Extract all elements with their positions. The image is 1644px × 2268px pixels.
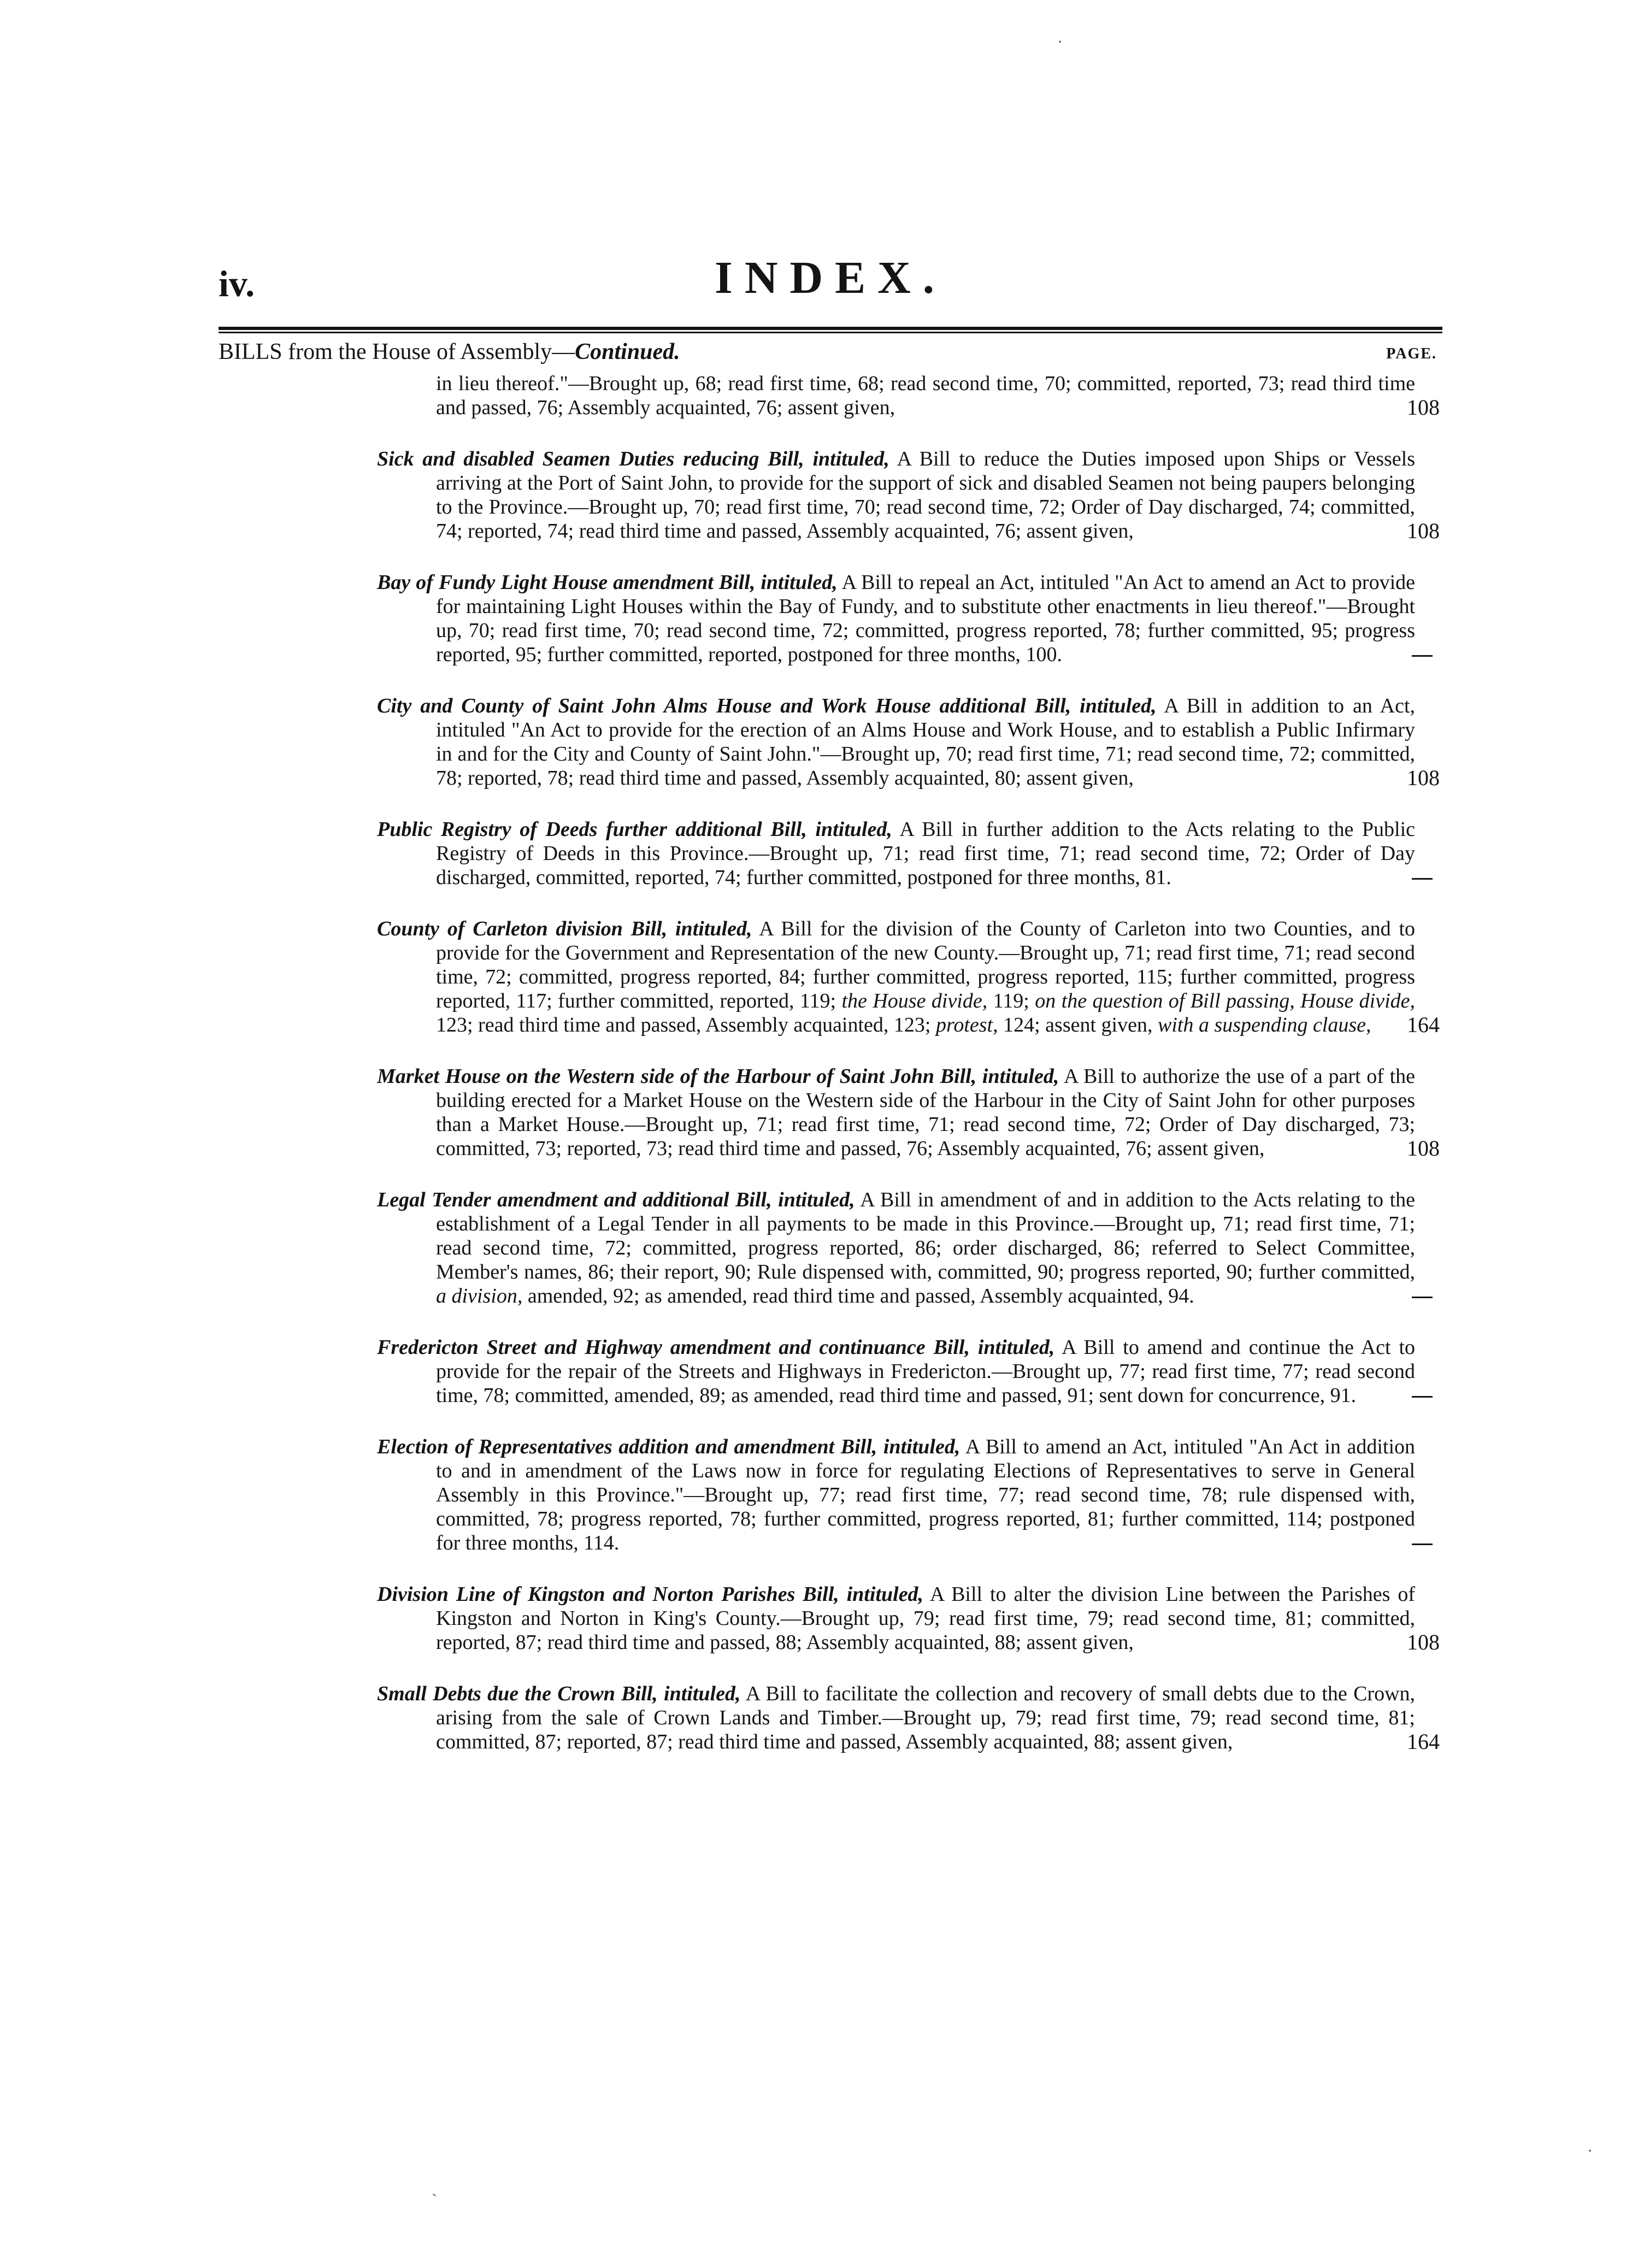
section-heading-text: BILLS from the House of Assembly— bbox=[219, 339, 575, 364]
index-entry bbox=[377, 1582, 1442, 1654]
entry-italic: protest, bbox=[935, 1014, 998, 1036]
entry-description: A Bill to amend and continue the Act to provide for the repair of the Streets and Highways in Fredericton.—Brought up, 77; read first time, 77; read second time, 78; committed, amended, 89; as amended, read third time and passed, 91; sent down for concurrence, 91. bbox=[436, 1336, 1416, 1407]
entry-description: A Bill to authorize the use of a part of the building erected for a Market House on the Western side of the Harbour in the City of Saint John for other purposes than a Market House.—Brought up, 71; read first time, 71; read second time, 72; Order of Day discharged, 73; committed, 73; reported, 73; read third time and passed, 76; Assembly acquainted, 76; assent given, bbox=[436, 1065, 1416, 1160]
entry-description: A Bill to reduce the Duties imposed upon Ships or Vessels arriving at the Port of Saint John, to provide for the support of sick and disabled Seamen not being paupers belonging to the Province.—Brought up, 70; read first time, 70; read second time, 72; Order of Day discharged, 74; committed, 74; reported, 74; read third time and passed, Assembly acquainted, 76; assent given, bbox=[436, 447, 1415, 543]
entry-italic: with a suspending clause, bbox=[1157, 1014, 1371, 1036]
index-entry bbox=[377, 1682, 1442, 1754]
page-column-label: PAGE. bbox=[1386, 345, 1437, 362]
entry-description: 119; bbox=[993, 989, 1029, 1012]
header-rule bbox=[219, 327, 1442, 333]
entry-description: A Bill to repeal an Act, intituled "An Act to amend an Act to provide for maintaining Light Houses within the Bay of Fundy, and to substitute other enactments in lieu thereof."—Brought up, 70; read first time, 70; read second time, 72; committed, progress reported, 78; further committed, 95; progress reported, 95; further committed, reported, postponed for three months, 100. bbox=[436, 571, 1416, 666]
entry-title: Public Registry of Deeds further additional Bill, intituled, bbox=[377, 818, 892, 841]
entry-description: A Bill to facilitate the collection and recovery of small debts due to the Crown, arising from the sale of Crown Lands and Timber.—Brought up, 79; read first time, 79; read second time, 81; committed, 87; reported, 87; read third time and passed, Assembly acquainted, 88; assent given, bbox=[436, 1682, 1416, 1753]
entry-description: A Bill in further addition to the Acts relating to the Public Registry of Deeds in this Province.—Brought up, 71; read first time, 71; read second time, 72; Order of Day discharged, committed, reported, 74; further committed, postponed for three months, 81. bbox=[436, 818, 1415, 889]
index-entry bbox=[377, 694, 1442, 790]
entry-italic: the House divide, bbox=[841, 989, 988, 1012]
entry-text bbox=[377, 694, 1415, 790]
entry-page: 108 bbox=[1407, 519, 1440, 543]
no-page-dash bbox=[1412, 1396, 1433, 1398]
page-title: INDEX. bbox=[715, 252, 946, 303]
index-entry bbox=[377, 817, 1442, 889]
entry-text bbox=[377, 447, 1415, 543]
paper-speck: · bbox=[1587, 2142, 1593, 2160]
entry-text bbox=[377, 1335, 1415, 1407]
entry-italic: on the question of Bill passing, House divide, bbox=[1035, 989, 1416, 1012]
entry-text bbox=[377, 817, 1415, 889]
entry-page: 108 bbox=[1407, 765, 1440, 790]
paper-speck: ` bbox=[432, 2191, 437, 2209]
entry-description: 123; read third time and passed, Assembly acquainted, 123; bbox=[436, 1014, 931, 1036]
entry-page: 108 bbox=[1407, 395, 1440, 420]
index-entry bbox=[377, 917, 1442, 1037]
entry-page: 164 bbox=[1407, 1729, 1440, 1754]
entry-italic: a division, bbox=[436, 1285, 523, 1307]
entry-text bbox=[377, 1435, 1415, 1555]
entry-description: A Bill in addition to an Act, intituled "An Act to provide for the erection of an Alms House and Work House, and to establish a Public Infirmary in and for the City and County of Saint John."—Brought up, 70; read first time, 71; read second time, 72; committed, 78; reported, 78; read third time and passed, Assembly acquainted, 80; assent given, bbox=[436, 694, 1416, 790]
entry-description: A Bill in amendment of and in addition to the Acts relating to the establishment of a Legal Tender in all payments to be made in this Province.—Brought up, 71; read first time, 71; read second time, 72; committed, progress reported, 86; order discharged, 86; referred to Select Committee, Member's names, 86; their report, 90; Rule dispensed with, committed, 90; progress reported, 90; further committed, bbox=[436, 1188, 1416, 1283]
index-entry bbox=[377, 372, 1442, 420]
entry-title: Division Line of Kingston and Norton Parishes Bill, intituled, bbox=[377, 1583, 924, 1606]
index-entry bbox=[377, 570, 1442, 667]
section-continued: Continued. bbox=[575, 339, 680, 364]
entry-text bbox=[377, 1682, 1415, 1754]
index-entry bbox=[377, 1435, 1442, 1555]
index-entry bbox=[377, 1335, 1442, 1407]
page-number: iv. bbox=[219, 263, 255, 304]
no-page-dash bbox=[1412, 655, 1433, 657]
index-entries bbox=[377, 372, 1442, 1781]
entry-description: A Bill to amend an Act, intituled "An Act in addition to and in amendment of the Laws now in force for regulating Elections of Representatives to serve in General Assembly in this Province."—Brought up, 77; read first time, 77; read second time, 78; rule dispensed with, committed, 78; progress reported, 78; further committed, progress reported, 81; further committed, 114; postponed for three months, 114. bbox=[436, 1435, 1415, 1554]
entry-title: Election of Representatives addition and amendment Bill, intituled, bbox=[377, 1435, 961, 1458]
paper-speck: · bbox=[1057, 33, 1063, 51]
entry-description: 124; assent given, bbox=[1003, 1014, 1153, 1036]
entry-title: City and County of Saint John Alms House and Work House additional Bill, intituled, bbox=[377, 694, 1157, 717]
entry-page: 108 bbox=[1407, 1136, 1440, 1160]
entry-title: Market House on the Western side of the Harbour of Saint John Bill, intituled, bbox=[377, 1065, 1059, 1088]
entry-title: County of Carleton division Bill, intituled, bbox=[377, 917, 752, 940]
no-page-dash bbox=[1412, 1297, 1433, 1298]
no-page-dash bbox=[1412, 1544, 1433, 1545]
index-entry bbox=[377, 1188, 1442, 1308]
entry-text bbox=[377, 1582, 1415, 1654]
section-heading bbox=[219, 339, 680, 365]
entry-description: amended, 92; as amended, read third time and passed, Assembly acquainted, 94. bbox=[527, 1285, 1194, 1307]
entry-text bbox=[377, 917, 1415, 1037]
index-entry bbox=[377, 1064, 1442, 1160]
entry-title: Legal Tender amendment and additional Bill, intituled, bbox=[377, 1188, 855, 1211]
page-header bbox=[219, 251, 1442, 322]
entry-title: Fredericton Street and Highway amendment and continuance Bill, intituled, bbox=[377, 1336, 1055, 1359]
entry-page: 108 bbox=[1407, 1630, 1440, 1654]
no-page-dash bbox=[1412, 878, 1433, 880]
entry-description: A Bill for the division of the County of Carleton into two Counties, and to provide for the Government and Representation of the new County.—Brought up, 71; read first time, 71; read second time, 72; committed, progress reported, 84; further committed, progress reported, 115; further committed, progress reported, 117; further committed, reported, 119; bbox=[436, 917, 1415, 1012]
entry-page: 164 bbox=[1407, 1012, 1440, 1037]
entry-text bbox=[377, 1188, 1415, 1308]
entry-title: Sick and disabled Seamen Duties reducing Bill, intituled, bbox=[377, 447, 889, 470]
entry-title: Small Debts due the Crown Bill, intituled, bbox=[377, 1682, 741, 1705]
index-entry bbox=[377, 447, 1442, 543]
entry-text bbox=[377, 1064, 1415, 1160]
entry-title: Bay of Fundy Light House amendment Bill, intituled, bbox=[377, 571, 838, 594]
entry-text: in lieu thereof."—Brought up, 68; read first time, 68; read second time, 70; committed, reported, 73; read third time and passed, 76; Assembly acquainted, 76; assent given, bbox=[436, 372, 1415, 419]
entry-text bbox=[377, 570, 1415, 667]
entry-description: A Bill to alter the division Line between the Parishes of Kingston and Norton in King's County.—Brought up, 79; read first time, 79; read second time, 81; committed, reported, 87; read third time and passed, 88; Assembly acquainted, 88; assent given, bbox=[436, 1583, 1415, 1654]
